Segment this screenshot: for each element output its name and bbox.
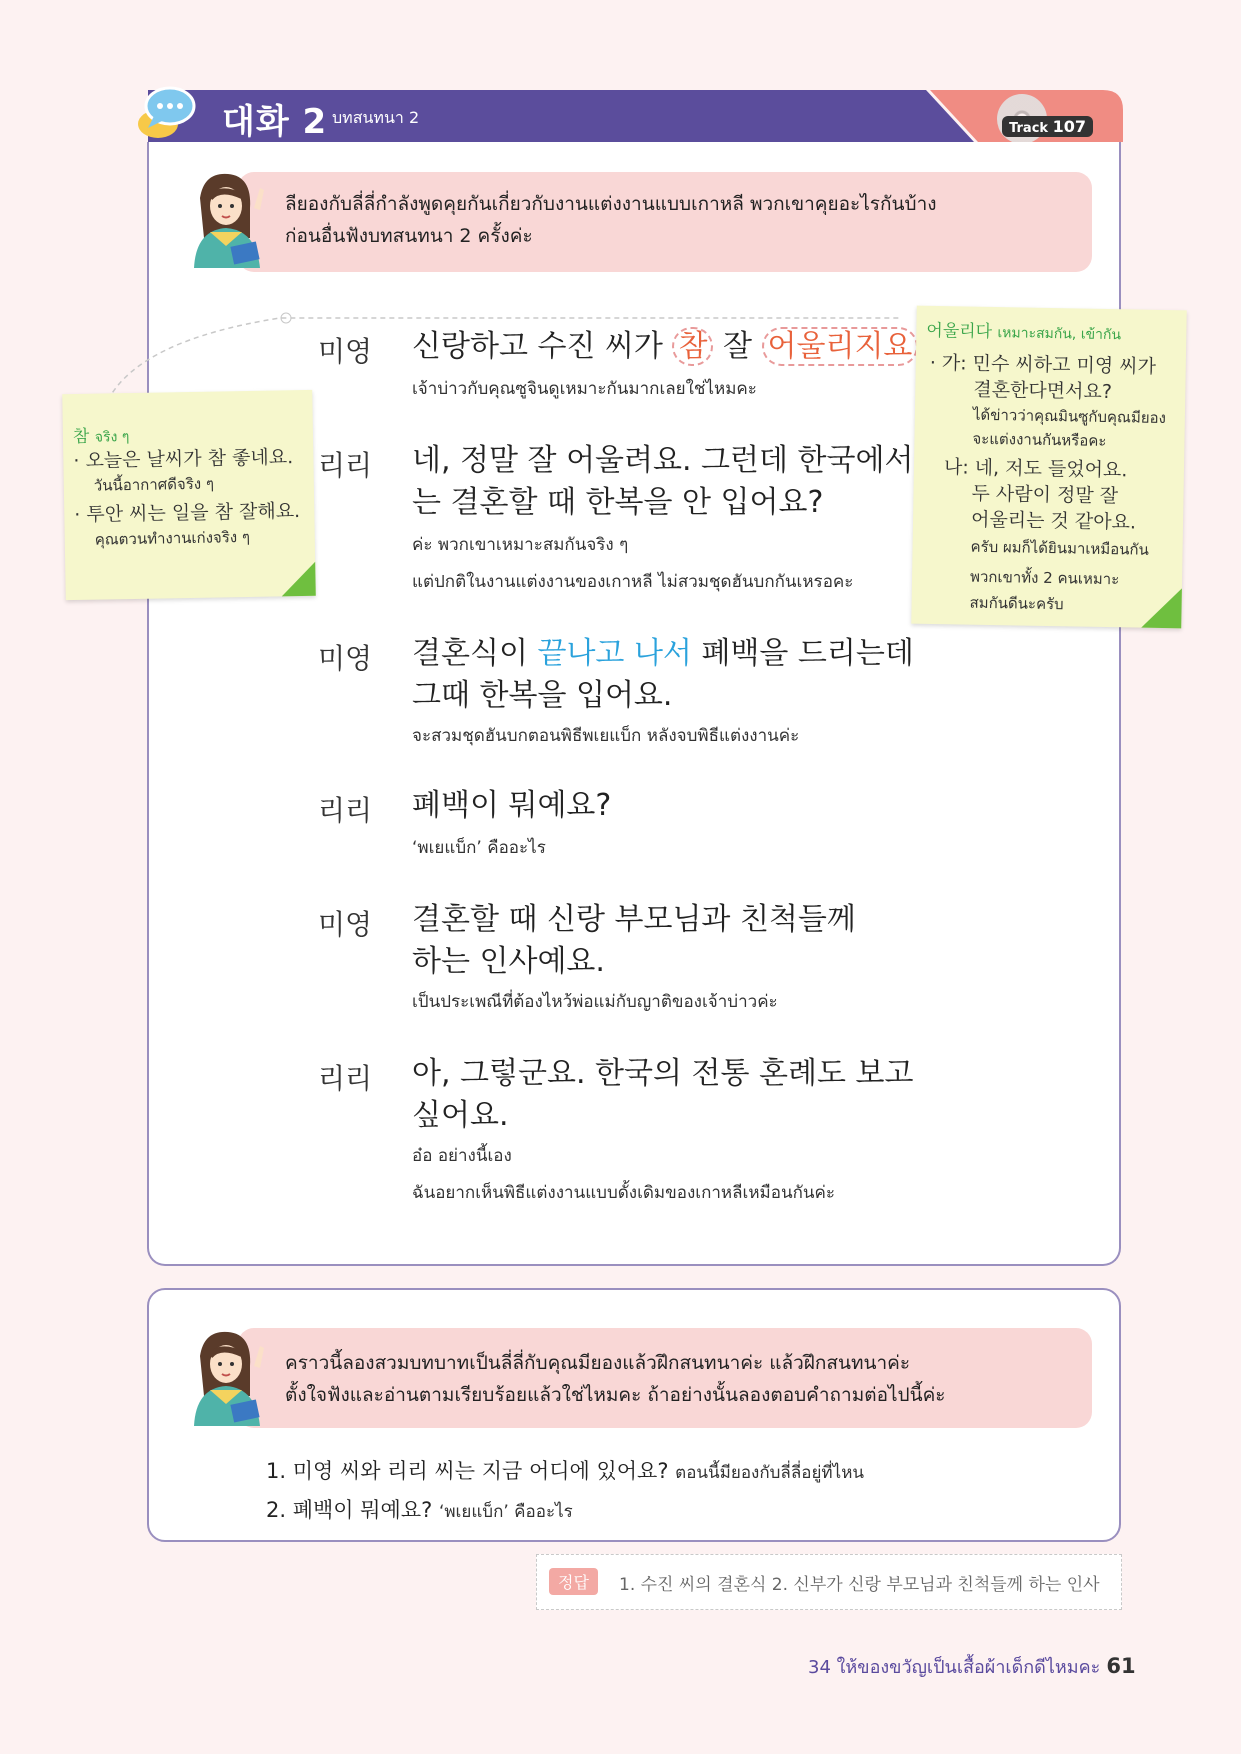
note-example-th: สมกันดีนะครับ xyxy=(969,593,1064,614)
thai-translation: แต่ปกติในงานแต่งงานของเกาหลี ไม่สวมชุดฮันบกกันเหรอคะ xyxy=(412,572,854,592)
note-fold xyxy=(281,562,316,597)
note-headword: 참 xyxy=(72,426,90,448)
practice-instruction-line-1: คราวนี้ลองสวมบทบาทเป็นลี่ลี่กับคุณมียองแล้วฝึกสนทนาค่ะ แล้วฝึกสนทนาค่ะ xyxy=(285,1352,911,1374)
section-subtitle: บทสนทนา 2 xyxy=(332,108,420,127)
note-example-th: วันนี้อากาศดีจริง ๆ xyxy=(93,474,215,495)
note-headword: 어울리다 xyxy=(926,320,993,342)
thai-translation: ‘พเยแบ็ก’ คืออะไร xyxy=(412,838,546,858)
vocab-note-eoullida xyxy=(911,306,1187,629)
note-example-th: ได้ข่าวว่าคุณมินซูกับคุณมียอง xyxy=(972,405,1167,428)
note-example-ko: · 오늘은 날씨가 참 좋네요. xyxy=(73,446,294,473)
speaker-label: 리리 xyxy=(318,794,373,827)
teacher-illustration xyxy=(180,168,276,268)
speaker-label: 미영 xyxy=(318,335,373,368)
thai-translation: เจ้าบ่าวกับคุณซูจินดูเหมาะกันมากเลยใช่ไหมคะ xyxy=(412,379,757,399)
highlight-cham: 참 xyxy=(672,327,713,366)
practice-instruction-line-2: ตั้งใจฟังและอ่านตามเรียบร้อยแล้วใช่ไหมคะ ถ้าอย่างนั้นลองตอบคำถามต่อไปนี้ค่ะ xyxy=(285,1384,946,1406)
note-example-ko: · 가: 민수 씨하고 미영 씨가 xyxy=(929,351,1157,378)
speaker-label: 리리 xyxy=(318,1062,373,1095)
note-example-ko: 나: 네, 저도 들었어요. xyxy=(943,456,1128,482)
korean-line: 하는 인사예요. xyxy=(412,944,605,979)
speaker-label: 리리 xyxy=(318,449,373,482)
page-footer xyxy=(808,1652,1136,1681)
thai-translation: ฉันอยากเห็นพิธีแต่งงานแบบดั้งเดิมของเกาหลีเหมือนกันค่ะ xyxy=(412,1183,836,1203)
section-header xyxy=(148,90,1123,142)
korean-line: 아, 그렇군요. 한국의 전통 혼례도 보고 xyxy=(412,1056,914,1091)
korean-line: 싶어요. xyxy=(412,1098,509,1133)
speaker-label: 미영 xyxy=(318,908,373,941)
note-example-ko: 두 사람이 정말 잘 xyxy=(971,482,1119,508)
thai-translation: อ๋อ อย่างนี้เอง xyxy=(412,1146,512,1166)
page-number: 61 xyxy=(1106,1654,1136,1678)
highlight-eoullida: 어울리지요 xyxy=(762,327,919,366)
track-button[interactable]: Track 107 xyxy=(1002,116,1093,137)
thai-translation: จะสวมชุดฮันบกตอนพิธีพเยแบ็ก หลังจบพิธีแต่งงานค่ะ xyxy=(412,726,800,746)
chapter-title: 34 ให้ของขวัญเป็นเสื้อผ้าเด็กดีไหมคะ xyxy=(808,1657,1101,1678)
korean-line: 그때 한복을 입어요. xyxy=(412,678,673,713)
korean-line: 결혼할 때 신랑 부모님과 친척들께 xyxy=(412,902,856,937)
korean-line: 폐백이 뭐예요? xyxy=(412,788,612,823)
note-example-ko: 결혼한다면서요? xyxy=(973,378,1113,404)
instruction-line-1: ลียองกับลี่ลี่กำลังพูดคุยกันเกี่ยวกับงานแต่งงานแบบเกาหลี พวกเขาคุยอะไรกันบ้าง xyxy=(285,193,937,215)
highlight-kkeutnago: 끝나고 나서 xyxy=(537,636,692,671)
teacher-illustration xyxy=(180,1326,276,1426)
note-headword-meaning: เหมาะสมกัน, เข้ากัน xyxy=(997,325,1122,344)
note-example-th: คุณตวนทำงานเก่งจริง ๆ xyxy=(94,527,251,549)
note-example-th: จะแต่งงานกันหรือคะ xyxy=(972,429,1107,450)
korean-line: 신랑하고 수진 씨가 참 잘 어울리지요 xyxy=(412,326,934,368)
instruction-line-2: ก่อนอื่นฟังบทสนทนา 2 ครั้งค่ะ xyxy=(285,225,533,247)
note-fold xyxy=(1141,588,1182,629)
korean-line: 는 결혼할 때 한복을 안 입어요? xyxy=(412,485,824,520)
question-1: 1. 미영 씨와 리리 씨는 지금 어디에 있어요? ตอนนี้มียองกับลี่ลี่อยู่ที่ไหน xyxy=(266,1459,865,1483)
vocab-note-cham xyxy=(62,390,316,600)
note-example-th: ครับ ผมก็ได้ยินมาเหมือนกัน xyxy=(970,537,1150,559)
answer-box xyxy=(536,1554,1122,1610)
answer-text: 1. 수진 씨의 결혼식 2. 신부가 신랑 부모님과 친척들께 하는 인사 xyxy=(619,1575,1100,1595)
question-2: 2. 폐백이 뭐예요? ‘พเยแบ็ก’ คืออะไร xyxy=(266,1498,573,1522)
korean-line: 결혼식이 끝나고 나서 폐백을 드리는데 xyxy=(412,636,914,671)
thai-translation: เป็นประเพณีที่ต้องไหว้พ่อแม่กับญาติของเจ้าบ่าวค่ะ xyxy=(412,992,778,1012)
thai-translation: ค่ะ พวกเขาเหมาะสมกันจริง ๆ xyxy=(412,535,629,555)
korean-line: 네, 정말 잘 어울려요. 그런데 한국에서 xyxy=(412,443,914,478)
answer-badge: 정답 xyxy=(549,1568,598,1595)
note-example-th: พวกเขาทั้ง 2 คนเหมาะ xyxy=(969,567,1120,589)
section-title: 대화 2 xyxy=(222,102,328,142)
note-example-ko: · 투안 씨는 일을 참 잘해요. xyxy=(74,500,301,527)
speech-bubble-icon xyxy=(134,84,198,146)
speaker-label: 미영 xyxy=(318,642,373,675)
note-example-ko: 어울리는 것 같아요. xyxy=(970,508,1137,534)
note-headword-meaning: จริง ๆ xyxy=(94,429,130,446)
